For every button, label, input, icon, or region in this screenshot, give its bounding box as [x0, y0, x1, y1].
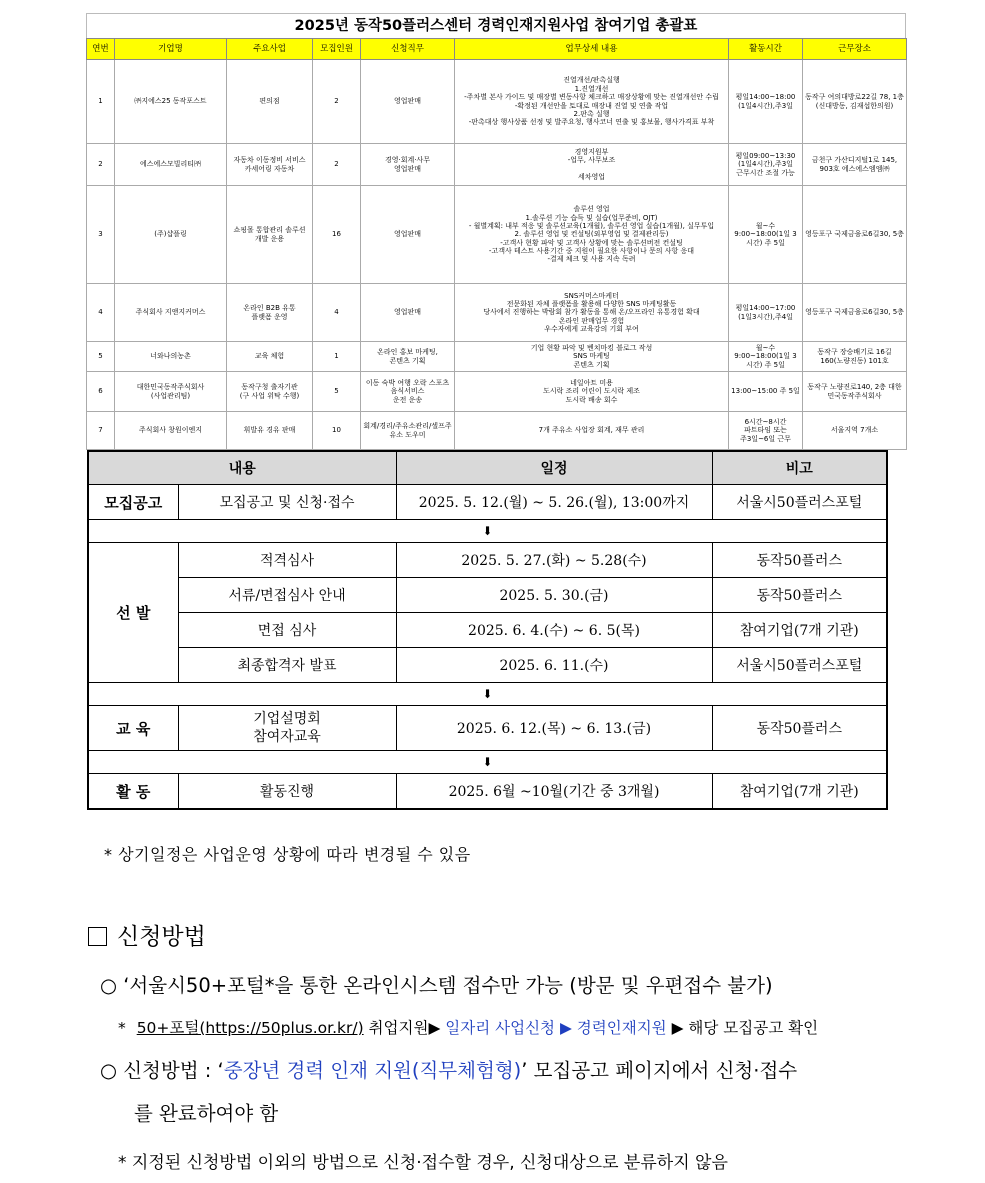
company-job: 회계/경리/주유소관리/셀프주유소 도우미	[361, 412, 455, 450]
company-table-header	[87, 39, 907, 60]
schedule-date: 2025. 6. 12.(목) ~ 6. 13.(금)	[396, 706, 712, 751]
company-time: 평일14:00~18:00 (1일4시간),주3일	[729, 60, 803, 144]
company-biz: 휘발유 경유 판매	[227, 412, 313, 450]
company-count: 10	[313, 412, 361, 450]
company-no: 6	[87, 372, 115, 412]
company-name: 너와나의농촌	[115, 342, 227, 372]
method-notice: * 지정된 신청방법 이외의 방법으로 신청·접수할 경우, 신청대상으로 분류하지 않음	[118, 1153, 728, 1173]
company-header-cell: 신청직무	[361, 39, 455, 60]
schedule-item: 기업설명회 참여자교육	[178, 706, 396, 751]
company-time: 13:00~15:00 주 5일	[729, 372, 803, 412]
company-biz: 교육 체험	[227, 342, 313, 372]
company-time: 월~수 9:00~18:00(1일 3시간) 주 5일	[729, 342, 803, 372]
schedule-item: 서류/면접심사 안내	[178, 578, 396, 613]
schedule-row-selection	[88, 578, 887, 613]
company-name: 주식회사 창원이엔지	[115, 412, 227, 450]
company-row	[87, 144, 907, 186]
company-detail: 네일아트 미용 도시락 조리 어린이 도시락 제조 도시락 배송 회수	[455, 372, 729, 412]
down-arrow-icon: ⬇	[88, 751, 887, 774]
company-header-cell: 업무상세 내용	[455, 39, 729, 60]
schedule-note: 동작50플러스	[712, 706, 887, 751]
company-row	[87, 284, 907, 342]
schedule-row-selection	[88, 543, 887, 578]
portal-path-step: 취업지원▶	[363, 1019, 446, 1037]
schedule-table	[87, 450, 888, 810]
schedule-note: 서울시50플러스포털	[712, 648, 887, 683]
company-count: 4	[313, 284, 361, 342]
apply-method-program: 중장년 경력 인재 지원(직무체험형)	[223, 1059, 522, 1082]
bullet-apply-method-cont: 를 완료하여야 함	[134, 1102, 279, 1125]
company-time: 월~수 9:00~18:00(1일 3시간) 주 5일	[729, 186, 803, 284]
company-header-cell: 기업명	[115, 39, 227, 60]
company-summary	[86, 13, 906, 450]
company-name: 주식회사 지앤지커머스	[115, 284, 227, 342]
company-row	[87, 372, 907, 412]
schedule-note: 동작50플러스	[712, 578, 887, 613]
company-count: 16	[313, 186, 361, 284]
company-job: 영업판매	[361, 186, 455, 284]
company-place: 영등포구 국제금융로6길30, 5층	[803, 284, 907, 342]
category-education: 교 육	[88, 706, 178, 751]
company-place: 금천구 가산디지털1로 145, 903호 에스에스엠엠㈜	[803, 144, 907, 186]
schedule-note: 참여기업(7개 기관)	[712, 613, 887, 648]
schedule-row-selection	[88, 648, 887, 683]
schedule-header-note: 비고	[712, 451, 887, 485]
bullet-online-only: ○ ‘서울시50+포털*을 통한 온라인시스템 접수만 가능 (방문 및 우편접수 불가)	[100, 974, 773, 997]
company-no: 2	[87, 144, 115, 186]
schedule-date: 2025. 6. 4.(수) ~ 6. 5(목)	[396, 613, 712, 648]
down-arrow-icon: ⬇	[88, 520, 887, 543]
portal-path-highlight: 일자리 사업신청 ▶ 경력인재지원	[445, 1019, 667, 1037]
schedule-date: 2025. 6. 11.(수)	[396, 648, 712, 683]
company-job: 이동 숙박 여행 오락 스포츠 음식서비스 운전 운송	[361, 372, 455, 412]
company-job: 경영·회계·사무 영업판매	[361, 144, 455, 186]
company-row	[87, 186, 907, 284]
company-place: 영등포구 국제금융로6길30, 5층	[803, 186, 907, 284]
schedule-note: 참여기업(7개 기관)	[712, 774, 887, 810]
bullet-apply-method	[100, 1055, 797, 1083]
schedule-header-date: 일정	[396, 451, 712, 485]
company-time: 평일14:00~17:00 (1일3시간),주4일	[729, 284, 803, 342]
schedule-header-content: 내용	[88, 451, 396, 485]
company-name: 대한민국동작주식회사 (사업관리팀)	[115, 372, 227, 412]
company-biz: 쇼핑몰 통합관리 솔루션 개발 운용	[227, 186, 313, 284]
schedule-item: 활동진행	[178, 774, 396, 810]
company-count: 2	[313, 144, 361, 186]
section-heading-text: 신청방법	[117, 924, 206, 950]
company-biz: 자동차 이동정비 서비스 카세어링 자동차	[227, 144, 313, 186]
section-heading	[88, 918, 206, 951]
company-no: 7	[87, 412, 115, 450]
portal-path-prefix: *	[118, 1019, 131, 1037]
company-job: 온라인 홍보 마케팅, 콘텐츠 기획	[361, 342, 455, 372]
schedule-notice: * 상기일정은 사업운영 상황에 따라 변경될 수 있음	[104, 845, 471, 864]
company-place: 서울지역 7개소	[803, 412, 907, 450]
company-place: 동작구 노량진로140, 2층 대한민국동작주식회사	[803, 372, 907, 412]
company-header-cell: 활동시간	[729, 39, 803, 60]
company-row	[87, 60, 907, 144]
company-count: 2	[313, 60, 361, 144]
schedule-item: 모집공고 및 신청·접수	[178, 485, 396, 520]
company-no: 5	[87, 342, 115, 372]
schedule-note: 동작50플러스	[712, 543, 887, 578]
category-recruit: 모집공고	[88, 485, 178, 520]
company-row	[87, 412, 907, 450]
company-place: 동작구 장승배기로 16길 160(노량진동) 101호	[803, 342, 907, 372]
company-detail: 진열개선/판촉실행 1.진열개선 -주차별 본사 가이드 및 매장별 변동사항 체크하고 매장상황에 맞는 진열개선안 수립 -확정된 개선안을 토대로 매장내 진열 및 연출 작업 2.판촉 실행 -판촉대상 행사상품 선정 및 발주요청, 행사코너 연출 및 홍보물, 행사가격표 부착	[455, 60, 729, 144]
company-time: 평일09:00~13:30 (1일4시간),주3일 근무시간 조절 가능	[729, 144, 803, 186]
company-header-cell: 근무장소	[803, 39, 907, 60]
schedule-date: 2025. 5. 27.(화) ~ 5.28(수)	[396, 543, 712, 578]
schedule-item: 면접 심사	[178, 613, 396, 648]
company-time: 6시간~8시간 파트타임 또는 주3일~6일 근무	[729, 412, 803, 450]
company-row	[87, 342, 907, 372]
schedule-item: 최종합격자 발표	[178, 648, 396, 683]
schedule-row-activity	[88, 774, 887, 810]
company-header-cell: 주요사업	[227, 39, 313, 60]
company-detail: 기업 현황 파악 및 벤치마킹 블로그 작성 SNS 마케팅 콘텐츠 기획	[455, 342, 729, 372]
portal-path-end: ▶ 해당 모집공고 확인	[666, 1019, 819, 1037]
company-no: 3	[87, 186, 115, 284]
company-job: 영업판매	[361, 60, 455, 144]
company-biz: 온라인 B2B 유통 플랫폼 운영	[227, 284, 313, 342]
company-place: 동작구 여의대방로22길 78, 1층(신대방동, 김재섭한의원)	[803, 60, 907, 144]
company-name: (주)샵플링	[115, 186, 227, 284]
company-detail: 경영지원부 -업무, 사무보조 세차영업	[455, 144, 729, 186]
schedule-row-recruit	[88, 485, 887, 520]
schedule-date: 2025. 6월 ~10월(기간 중 3개월)	[396, 774, 712, 810]
schedule	[87, 450, 886, 810]
portal-path	[118, 1016, 818, 1038]
company-header-cell: 연번	[87, 39, 115, 60]
company-detail: 솔루션 영업 1.솔루션 기능 습득 및 실습(업무준비, OJT) - 월별계획: 내부 적응 및 솔루션교육(1개월), 솔루션 영업 실습(1개월), 실무투입 2. 솔루션 영업 및 컨설팅(외부영업 및 결제관리등) -고객사 현황 파악 및 고객사 상황에 맞는 솔루션버전 컨설팅 -고객사 테스트 사용기간 중 지원이 필요한 사항이나 문의 사항 응대 -결제 체크 및 사용 지속 독려	[455, 186, 729, 284]
schedule-note: 서울시50플러스포털	[712, 485, 887, 520]
schedule-item: 적격심사	[178, 543, 396, 578]
checkbox-square-icon	[88, 927, 107, 946]
summary-title: 2025년 동작50플러스센터 경력인재지원사업 참여기업 총괄표	[86, 13, 906, 38]
company-table	[86, 38, 907, 450]
company-count: 5	[313, 372, 361, 412]
down-arrow-icon: ⬇	[88, 683, 887, 706]
category-selection: 선 발	[88, 543, 178, 683]
company-no: 1	[87, 60, 115, 144]
company-name: ㈜지에스25 동작포스트	[115, 60, 227, 144]
company-biz: 동작구청 출자기관 (구 사업 위탁 수행)	[227, 372, 313, 412]
company-header-cell: 모집인원	[313, 39, 361, 60]
schedule-row-education	[88, 706, 887, 751]
portal-link[interactable]: 50+포털(https://50plus.or.kr/)	[136, 1019, 364, 1037]
company-detail: SNS커머스마케터 전문화된 자체 플랫폼을 활용해 다양한 SNS 마케팅활동 당사에서 진행하는 박람회 참가 활동을 통해 온/오프라인 유통경험 확대 온라인 판매업무 경험 우수자에게 교육강의 기회 부여	[455, 284, 729, 342]
schedule-date: 2025. 5. 30.(금)	[396, 578, 712, 613]
company-job: 영업판매	[361, 284, 455, 342]
apply-method-prefix: ○ 신청방법 : ‘	[100, 1059, 224, 1082]
schedule-row-selection	[88, 613, 887, 648]
company-detail: 7개 주유소 사업장 회계, 재무 관리	[455, 412, 729, 450]
company-no: 4	[87, 284, 115, 342]
company-name: 에스에스모빌리티㈜	[115, 144, 227, 186]
company-biz: 편의점	[227, 60, 313, 144]
company-count: 1	[313, 342, 361, 372]
category-activity: 활 동	[88, 774, 178, 810]
apply-method-suffix: ’ 모집공고 페이지에서 신청·접수	[521, 1059, 798, 1082]
schedule-date: 2025. 5. 12.(월) ~ 5. 26.(월), 13:00까지	[396, 485, 712, 520]
